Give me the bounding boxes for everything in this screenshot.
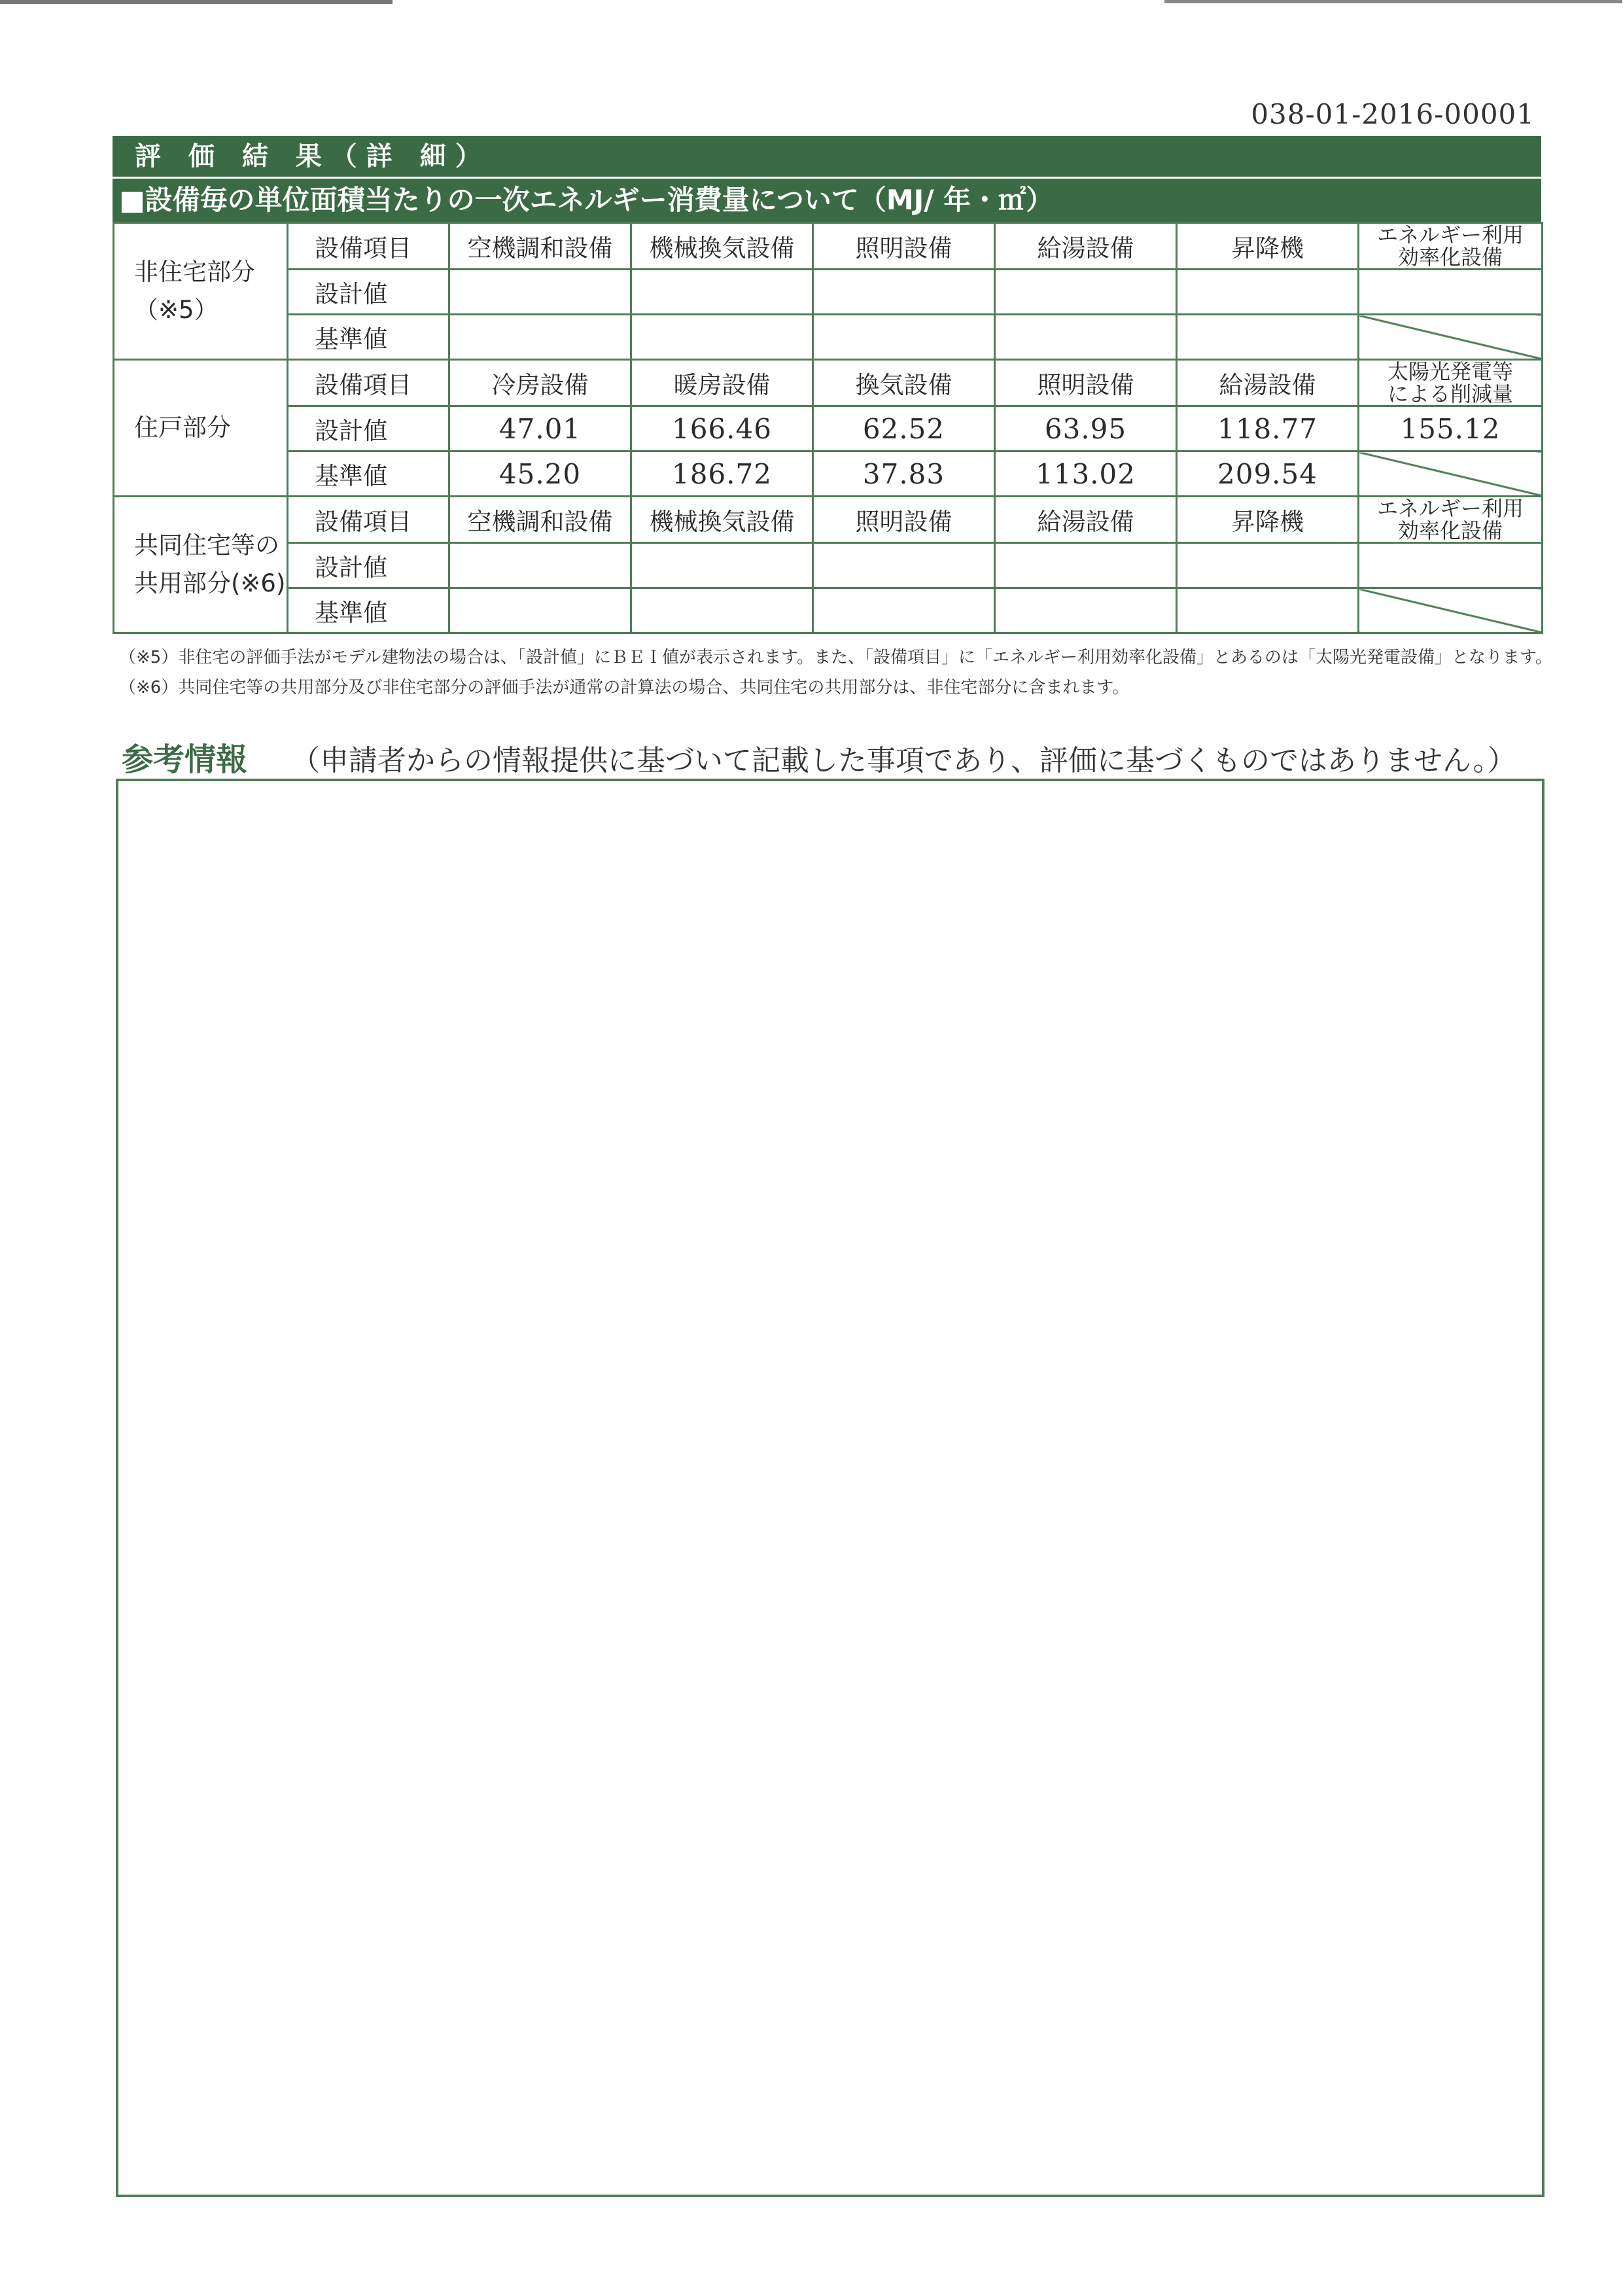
group-label-non-residential: 非住宅部分 （※5） xyxy=(114,223,288,360)
value-cell: 209.54 xyxy=(1177,451,1359,497)
energy-consumption-table xyxy=(113,222,1543,634)
value-cell: 63.95 xyxy=(995,406,1177,451)
value-cell: 37.83 xyxy=(813,451,995,497)
empty-slash-cell xyxy=(1359,588,1543,633)
value-cell: 45.20 xyxy=(449,451,631,497)
column-header: 機械換気設備 xyxy=(631,497,813,543)
row-label: 設計値 xyxy=(288,270,449,315)
empty-slash-cell xyxy=(1359,315,1543,360)
column-header: 昇降機 xyxy=(1177,497,1359,543)
row-label: 基準値 xyxy=(288,451,449,497)
column-header: 給湯設備 xyxy=(995,497,1177,543)
table-cell xyxy=(995,588,1177,633)
table-cell xyxy=(631,270,813,315)
evaluation-results-panel xyxy=(113,136,1541,634)
row-label: 基準値 xyxy=(288,315,449,360)
empty-slash-cell xyxy=(1359,451,1543,497)
row-label: 設備項目 xyxy=(288,223,449,270)
table-cell xyxy=(631,315,813,360)
table-cell xyxy=(1177,588,1359,633)
row-label: 設備項目 xyxy=(288,360,449,406)
table-cell xyxy=(449,543,631,588)
table-row xyxy=(114,543,1543,588)
group-label-common-areas: 共同住宅等の 共用部分(※6) xyxy=(114,497,288,633)
footnote: （※5）非住宅の評価手法がモデル建物法の場合は、「設計値」にＢＥＩ値が表示されます。また、「設備項目」に「エネルギー利用効率化設備」とあるのは「太陽光発電設備」となります。 xyxy=(119,648,1552,667)
table-cell xyxy=(631,588,813,633)
table-cell xyxy=(449,588,631,633)
row-label: 設計値 xyxy=(288,406,449,451)
row-label: 基準値 xyxy=(288,588,449,633)
column-header: 空機調和設備 xyxy=(449,497,631,543)
column-header: エネルギー利用 効率化設備 xyxy=(1359,223,1543,270)
scan-edge-line xyxy=(0,0,393,4)
table-row xyxy=(114,315,1543,360)
column-header: 空機調和設備 xyxy=(449,223,631,270)
column-header: 冷房設備 xyxy=(449,360,631,406)
table-cell xyxy=(813,270,995,315)
section-title: 評 価 結 果（詳 細） xyxy=(113,136,1541,177)
table-cell xyxy=(1177,270,1359,315)
scan-edge-line xyxy=(1164,0,1622,3)
table-row xyxy=(114,406,1543,451)
group-label-dwelling: 住戸部分 xyxy=(114,360,288,497)
table-cell xyxy=(449,315,631,360)
row-label: 設計値 xyxy=(288,543,449,588)
value-cell: 62.52 xyxy=(813,406,995,451)
value-cell: 155.12 xyxy=(1359,406,1543,451)
value-cell: 113.02 xyxy=(995,451,1177,497)
row-label: 設備項目 xyxy=(288,497,449,543)
column-header: 照明設備 xyxy=(995,360,1177,406)
table-cell xyxy=(995,315,1177,360)
table-row xyxy=(114,360,1543,406)
table-cell xyxy=(995,270,1177,315)
subsection-title: ■設備毎の単位面積当たりの一次エネルギー消費量について（MJ/ 年・㎡） xyxy=(113,177,1541,222)
table-cell xyxy=(813,588,995,633)
table-row xyxy=(114,497,1543,543)
table-row xyxy=(114,270,1543,315)
footnotes xyxy=(119,643,1552,703)
document-number: 038-01-2016-00001 xyxy=(1251,98,1535,130)
column-header: 換気設備 xyxy=(813,360,995,406)
table-cell xyxy=(449,270,631,315)
column-header: 機械換気設備 xyxy=(631,223,813,270)
table-row xyxy=(114,451,1543,497)
value-cell: 186.72 xyxy=(631,451,813,497)
column-header: エネルギー利用 効率化設備 xyxy=(1359,497,1543,543)
column-header: 昇降機 xyxy=(1177,223,1359,270)
column-header: 給湯設備 xyxy=(1177,360,1359,406)
column-header: 照明設備 xyxy=(813,497,995,543)
reference-subtitle: （申請者からの情報提供に基づいて記載した事項であり、評価に基づくものではありません。） xyxy=(291,744,1516,777)
reference-title: 参考情報 xyxy=(122,741,248,778)
table-cell xyxy=(631,543,813,588)
table-cell xyxy=(813,315,995,360)
table-cell xyxy=(995,543,1177,588)
table-cell xyxy=(1177,315,1359,360)
table-cell xyxy=(1177,543,1359,588)
table-row xyxy=(114,223,1543,270)
table-cell xyxy=(1359,543,1543,588)
column-header: 照明設備 xyxy=(813,223,995,270)
footnote: （※6）共同住宅等の共用部分及び非住宅部分の評価手法が通常の計算法の場合、共同住宅の共用部分は、非住宅部分に含まれます。 xyxy=(119,678,1130,698)
table-cell xyxy=(813,543,995,588)
table-row xyxy=(114,588,1543,633)
reference-info-box xyxy=(116,779,1544,2197)
value-cell: 166.46 xyxy=(631,406,813,451)
value-cell: 118.77 xyxy=(1177,406,1359,451)
column-header: 給湯設備 xyxy=(995,223,1177,270)
value-cell: 47.01 xyxy=(449,406,631,451)
column-header: 太陽光発電等 による削減量 xyxy=(1359,360,1543,406)
column-header: 暖房設備 xyxy=(631,360,813,406)
table-cell xyxy=(1359,270,1543,315)
